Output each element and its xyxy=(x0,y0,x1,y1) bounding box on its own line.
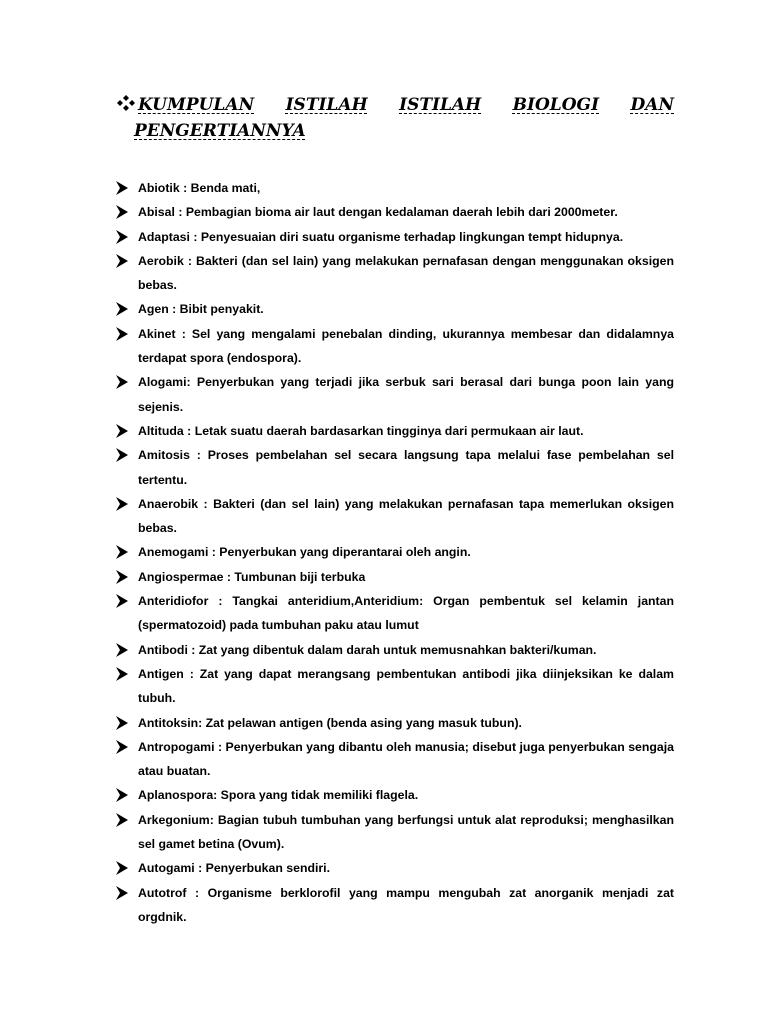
title-word: BIOLOGI xyxy=(512,95,600,115)
glossary-item xyxy=(116,540,674,564)
glossary-item xyxy=(116,176,674,200)
arrow-bullet-icon xyxy=(116,497,128,511)
glossary-item xyxy=(116,443,674,492)
arrow-bullet-icon xyxy=(116,643,128,657)
glossary-item-text: Angiospermae : Tumbunan biji terbuka xyxy=(138,569,366,584)
arrow-bullet-icon xyxy=(116,716,128,730)
glossary-item-text: Arkegonium: Bagian tubuh tumbuhan yang berfungsi untuk alat reproduksi; menghasilkan sel gamet betina (Ovum). xyxy=(138,812,674,852)
arrow-bullet-icon xyxy=(116,254,128,268)
glossary-item-text: Amitosis : Proses pembelahan sel secara langsung tapa melalui fase pembelahan sel tertentu. xyxy=(138,448,674,487)
glossary-item-text: Aplanospora: Spora yang tidak memiliki flagela. xyxy=(138,788,419,803)
glossary-item-text: Anteridiofor : Tangkai anteridium,Anteridium: Organ pembentuk sel kelamin jantan (spermatozoid) pada tumbuhan paku atau lumut xyxy=(138,594,674,633)
arrow-bullet-icon xyxy=(116,740,128,754)
glossary-item xyxy=(116,881,674,930)
glossary-item xyxy=(116,711,674,735)
arrow-bullet-icon xyxy=(116,594,128,608)
glossary-item xyxy=(116,589,674,638)
title-word: ISTILAH xyxy=(285,95,368,115)
arrow-bullet-icon xyxy=(116,861,128,875)
arrow-bullet-icon xyxy=(116,230,128,244)
glossary-item xyxy=(116,297,674,321)
arrow-bullet-icon xyxy=(116,886,128,900)
glossary-list xyxy=(116,176,674,929)
glossary-item xyxy=(116,370,674,419)
glossary-item xyxy=(116,638,674,662)
arrow-bullet-icon xyxy=(116,205,128,219)
title-line-2: PENGERTIANNYA xyxy=(134,121,306,141)
title-word: DAN xyxy=(630,95,674,115)
glossary-item xyxy=(116,735,674,784)
arrow-bullet-icon xyxy=(116,375,128,389)
glossary-item-text: Abiotik : Benda mati, xyxy=(138,181,261,195)
glossary-item-text: Anaerobik : Bakteri (dan sel lain) yang melakukan pernafasan tapa memerlukan oksigen bebas. xyxy=(138,496,674,536)
glossary-item-text: Antibodi : Zat yang dibentuk dalam darah untuk memusnahkan bakteri/kuman. xyxy=(138,642,597,657)
arrow-bullet-icon xyxy=(116,327,128,341)
glossary-item-text: Anemogami : Penyerbukan yang diperantarai oleh angin. xyxy=(138,545,471,560)
glossary-item-text: Autogami : Penyerbukan sendiri. xyxy=(138,861,331,876)
arrow-bullet-icon xyxy=(116,302,128,316)
title-first-word-group xyxy=(116,92,254,118)
glossary-item xyxy=(116,856,674,880)
glossary-item xyxy=(116,565,674,589)
title-word: ISTILAH xyxy=(399,95,482,115)
arrow-bullet-icon xyxy=(116,545,128,559)
arrow-bullet-icon xyxy=(116,570,128,584)
arrow-bullet-icon xyxy=(116,667,128,681)
arrow-bullet-icon xyxy=(116,813,128,827)
title-line-1 xyxy=(116,92,674,118)
arrow-bullet-icon xyxy=(116,181,128,195)
glossary-item-text: Antitoksin: Zat pelawan antigen (benda asing yang masuk tubun). xyxy=(138,715,522,730)
glossary-item xyxy=(116,322,674,371)
glossary-item xyxy=(116,200,674,224)
glossary-item xyxy=(116,783,674,807)
document-title xyxy=(116,92,674,144)
glossary-item-text: Akinet : Sel yang mengalami penebalan dinding, ukurannya membesar dan didalamnya terdapat spora (endospora). xyxy=(138,326,674,366)
title-word: KUMPULAN xyxy=(138,95,255,115)
glossary-item xyxy=(116,492,674,541)
glossary-item xyxy=(116,808,674,857)
glossary-item xyxy=(116,249,674,298)
glossary-item-text: Abisal : Pembagian bioma air laut dengan kedalaman daerah lebih dari 2000meter. xyxy=(138,205,618,220)
glossary-item-text: Antropogami : Penyerbukan yang dibantu oleh manusia; disebut juga penyerbukan sengaja atau buatan. xyxy=(138,739,674,779)
glossary-item xyxy=(116,662,674,711)
glossary-item-text: Adaptasi : Penyesuaian diri suatu organisme terhadap lingkungan tempt hidupnya. xyxy=(138,229,624,244)
four-diamond-bullet-icon xyxy=(116,95,136,111)
glossary-item-text: Antigen : Zat yang dapat merangsang pembentukan antibodi jika diinjeksikan ke dalam tubuh. xyxy=(138,666,674,706)
glossary-item-text: Altituda : Letak suatu daerah bardasarkan tingginya dari permukaan air laut. xyxy=(138,423,584,438)
glossary-item xyxy=(116,225,674,249)
arrow-bullet-icon xyxy=(116,788,128,802)
glossary-item-text: Agen : Bibit penyakit. xyxy=(138,302,264,317)
glossary-item-text: Autotrof : Organisme berklorofil yang mampu mengubah zat anorganik menjadi zat orgdnik. xyxy=(138,885,674,924)
arrow-bullet-icon xyxy=(116,424,128,438)
glossary-item xyxy=(116,419,674,443)
glossary-item-text: Alogami: Penyerbukan yang terjadi jika serbuk sari berasal dari bunga poon lain yang sejenis. xyxy=(138,375,674,414)
arrow-bullet-icon xyxy=(116,448,128,462)
glossary-item-text: Aerobik : Bakteri (dan sel lain) yang melakukan pernafasan dengan menggunakan oksigen bebas. xyxy=(138,253,674,293)
